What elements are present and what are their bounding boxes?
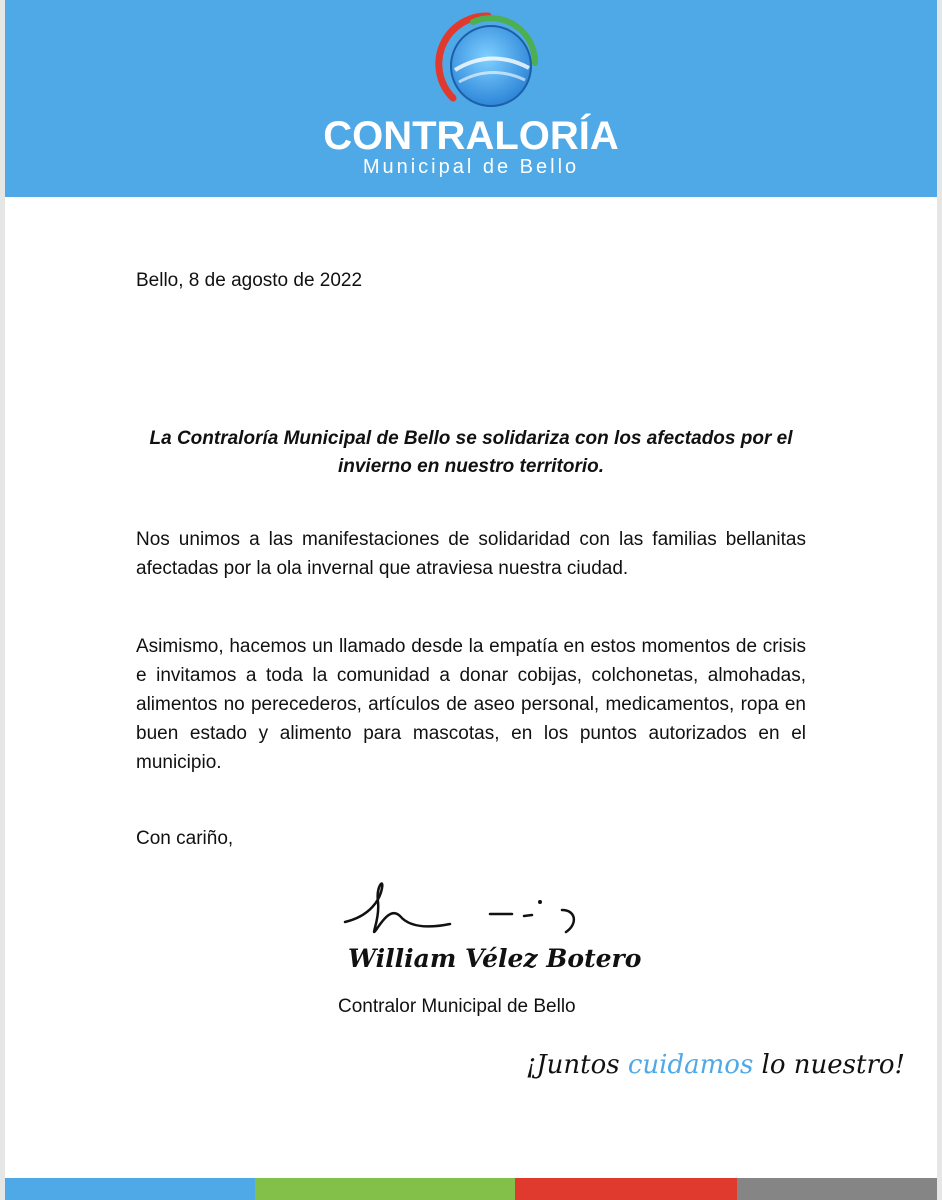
slogan-part: lo nuestro! (753, 1050, 905, 1080)
footer-color-bar (255, 1178, 515, 1200)
signer-title: Contralor Municipal de Bello (338, 996, 576, 1017)
letterhead-banner (5, 0, 937, 197)
handwritten-signature-icon (340, 880, 590, 940)
letter-date: Bello, 8 de agosto de 2022 (136, 270, 363, 291)
footer-color-bar (737, 1178, 937, 1200)
footer-color-bar (515, 1178, 737, 1200)
logo-subtitle: Municipal de Bello (362, 156, 580, 178)
logo-title: CONTRALORÍA (323, 114, 619, 158)
footer-color-bar (5, 1178, 255, 1200)
slogan (526, 1050, 905, 1080)
slogan-part: ¡Juntos (525, 1050, 628, 1080)
letter-headline: La Contraloría Municipal de Bello se solidariza con los afectados por el invierno en nuestro territorio. (149, 428, 793, 477)
letter-paragraph: Nos unimos a las manifestaciones de solidaridad con las familias bellanitas afectadas por la ola invernal que atraviesa nuestra ciudad. (136, 529, 806, 579)
contraloria-logo-icon (433, 8, 543, 118)
letter-page (5, 0, 937, 1200)
letter-closing: Con cariño, (136, 828, 234, 849)
signer-name: William Vélez Botero (348, 944, 642, 973)
slogan-highlight: cuidamos (627, 1050, 754, 1080)
letter-paragraph: Asimismo, hacemos un llamado desde la empatía en estos momentos de crisis e invitamos a toda la comunidad a donar cobijas, colchonetas, almohadas, alimentos no perecederos, artículos de aseo personal, medicamentos, ropa en buen estado y alimento para mascotas, en los puntos autorizados en el municipio. (136, 636, 806, 773)
